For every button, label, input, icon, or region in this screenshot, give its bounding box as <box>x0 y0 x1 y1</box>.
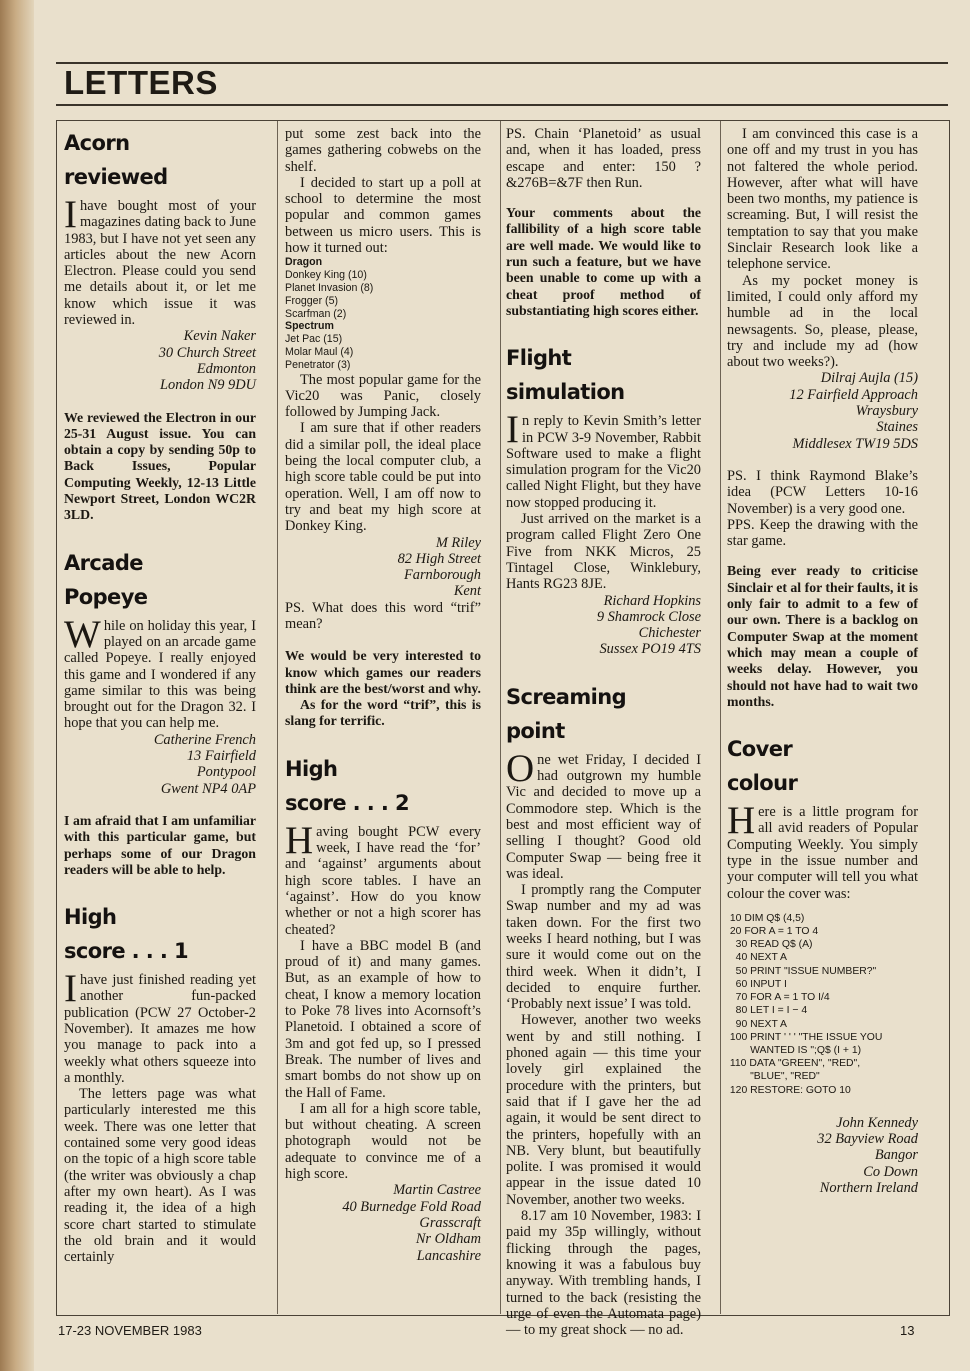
signature-address: Gwent NP4 0AP <box>160 780 256 797</box>
signature-address: Nr Oldham <box>415 1231 481 1248</box>
signature-address: London N9 9DU <box>160 377 256 394</box>
heading-line-1: High <box>64 905 117 930</box>
column-divider-3 <box>720 121 721 1314</box>
signature-address: 13 Fairfield <box>186 748 256 765</box>
postscript: PS. I think Raymond Blake’s idea (PCW Letters 10-16 November) is a very good one. <box>727 467 918 517</box>
heading-line-2: Popeye <box>64 584 148 609</box>
editor-reply: We would be very interested to know which games our readers think are the best/worst and why. <box>285 648 481 696</box>
poll-machine: Spectrum <box>285 320 334 333</box>
signature-address: 40 Burnedge Fold Road <box>342 1198 481 1215</box>
program-line: 100 PRINT ' ' ' "THE ISSUE YOU <box>727 1031 883 1043</box>
signature-address: 82 High Street <box>397 550 481 567</box>
heading-line-1: Cover <box>727 737 793 762</box>
signature-address: 32 Bayview Road <box>817 1131 918 1148</box>
header-rule <box>56 104 948 106</box>
signature-address: Bangor <box>874 1147 918 1164</box>
signature-address: Edmonton <box>196 360 256 377</box>
poll-entry: Penetrator (3) <box>285 358 351 371</box>
letter-heading <box>285 752 481 820</box>
column-divider-2 <box>500 121 501 1314</box>
program-line: 50 PRINT "ISSUE NUMBER?" <box>727 965 877 977</box>
program-line: 30 READ Q$ (A) <box>727 939 813 951</box>
signature-block <box>64 328 256 393</box>
heading-line-2: point <box>506 718 565 743</box>
column-1 <box>64 126 256 1314</box>
signature-name: Kevin Naker <box>183 328 256 345</box>
editor-reply: Being ever ready to criticise Sinclair et al for their faults, it is only fair to admit to a few of our own. There is a backlog on Computer Swap at the moment which may mean a couple of weeks delay. However, you should not have had to wait two months. <box>727 563 918 709</box>
column-4 <box>727 126 918 1314</box>
signature-address: Northern Ireland <box>819 1179 918 1196</box>
signature-address: Farnborough <box>403 567 481 584</box>
signature-block <box>727 370 918 451</box>
signature-name: Richard Hopkins <box>603 592 701 609</box>
poll-results <box>285 256 481 371</box>
editor-reply: Your comments about the fallibility of a high score table are well made. We would like to run such a feature, but we have been unable to come up with a cheat proof method of substantiating high scores either. <box>506 205 701 318</box>
signature-name: Dilraj Aujla (15) <box>820 370 918 387</box>
letter-heading <box>506 680 701 748</box>
letter-body: However, another two weeks went by and still nothing. I phoned again — this time your lovely girl explained the procedure with the printers, but said that if I gave her the ad again, it would be sent direct to the printers, hopefully with an NB. Very blunt, but beautifully polite. I was promised it would appear in the issue dated 10 November, another two weeks. <box>506 1012 701 1208</box>
signature-name: John Kennedy <box>836 1114 918 1131</box>
letter-body: Here is a little program for all avid readers of Popular Computing Weekly. You simply type in the issue number and your computer will tell you what colour the cover was: <box>727 799 918 902</box>
signature-address: Wraysbury <box>855 403 918 420</box>
signature-address: 30 Church Street <box>158 344 256 361</box>
program-line: 70 FOR A = 1 TO I/4 <box>727 992 830 1004</box>
editor-reply: We reviewed the Electron in our 25-31 August issue. You can obtain a copy by sending 50p to Back Issues, Popular Computing Weekly, 12-13 Little Newport Street, London WC2R 3LD. <box>64 409 256 523</box>
signature-address: Staines <box>876 419 918 436</box>
letter-body: In reply to Kevin Smith’s letter in PCW 3-9 November, Rabbit Software used to make a flight simulation program for the Vic20 called Night Flight, but they have now stopped producing it. <box>506 408 701 511</box>
letter-body: Ihave bought most of your magazines dating back to June 1983, but I have not yet seen any articles about the new Acorn Electron. Please could you send me details about it, or let me know which issue it was reviewed in. <box>64 193 256 329</box>
signature-address: 12 Fairfield Approach <box>789 386 918 403</box>
program-line: 90 NEXT A <box>727 1018 787 1030</box>
letter-body: Just arrived on the market is a program called Flight Zero One Five from NKK Micros, 25 Tintagel Close, Winklebury, Hants RG23 8JE. <box>506 511 701 593</box>
footer-date: 17-23 NOVEMBER 1983 <box>58 1323 202 1338</box>
column-divider-1 <box>277 121 278 1314</box>
letter-body: I decided to start up a poll at school to determine the most popular and common games between us micro users. This is how it turned out: <box>285 174 481 257</box>
letter-body: While on holiday this year, I played on an arcade game called Popeye. I really enjoyed this game and I wondered if any game similar to this was being brought out for the Dragon 32. I hope that you can help me. <box>64 612 256 732</box>
letter-body: 8.17 am 10 November, 1983: I paid my 35p willingly, without flicking through the pages, knowing it was a fabulous buy anyway. With trembling hands, I turned to the back (resisting the urge of even the Automata page) — to my great shock — no ad. <box>506 1208 701 1339</box>
basic-program-listing <box>727 912 918 1097</box>
letter-body: I am sure that if other readers did a similar poll, the ideal place being the local computer club, a high score table could be put into operation. Well, I am off now to try and beat my high score at Donkey King. <box>285 420 481 535</box>
signature-block <box>64 732 256 797</box>
letter-body: I am all for a high score table, but without cheating. A screen photograph would not be adequate to convince me of a high score. <box>285 1100 481 1183</box>
poll-entry: Molar Maul (4) <box>285 345 354 358</box>
program-line: 40 NEXT A <box>727 952 787 964</box>
poll-entry: Donkey King (10) <box>285 269 367 282</box>
column-2 <box>285 126 481 1314</box>
letter-body: put some zest back into the games gathering cobwebs on the shelf. <box>285 126 481 175</box>
signature-address: 9 Shamrock Close <box>596 608 701 625</box>
signature-name: Catherine French <box>153 731 256 748</box>
postscript: PPS. Keep the drawing with the star game. <box>727 516 918 550</box>
signature-address: Chichester <box>638 625 701 642</box>
postscript: PS. Chain ‘Planetoid’ as usual and, when it has loaded, press escape and enter: 150 ?&276B=&7F then Run. <box>506 126 701 191</box>
signature-name: Martin Castree <box>393 1182 481 1199</box>
letter-body: I promptly rang the Computer Swap number and my ad was taken down. For the first two weeks I heard nothing, but I was sure it would come out on the third week. When it didn’t, I decided to enquire further. ‘Probably next issue’ I was told. <box>506 882 701 1013</box>
signature-block <box>727 1115 918 1196</box>
signature-address: Middlesex TW19 5DS <box>792 435 918 452</box>
editor-reply: I am afraid that I am unfamiliar with this particular game, but perhaps some of our Dragon readers will be able to help. <box>64 812 256 877</box>
letter-heading <box>64 126 256 194</box>
letter-body: I have a BBC model B (and proud of it) and many games. But, as an example of how to cheat, I know a memory location to Poke 78 lives into Acornsoft’s Planetoid. I obtained a score of 3m and got fed up, so I pressed Break. The number of lives and smart bombs do not show up on the Hall of Fame. <box>285 937 481 1101</box>
program-line: 20 FOR A = 1 TO 4 <box>727 926 819 938</box>
letter-heading <box>64 546 256 614</box>
signature-address: Kent <box>453 583 481 600</box>
letter-heading <box>64 900 256 968</box>
signature-address: Grasscraft <box>419 1214 481 1231</box>
signature-block <box>285 535 481 600</box>
program-line: WANTED IS ";Q$ (I + 1) <box>727 1044 862 1056</box>
heading-line-1: Acorn <box>64 131 130 155</box>
page-number: 13 <box>900 1323 915 1338</box>
letter-body: Ihave just finished reading yet another fun-packed publication (PCW 27 October-2 November). It amazes me how you manage to pack into a weekly what others squeeze into a monthly. <box>64 967 256 1086</box>
letter-body: As my pocket money is limited, I could only afford my humble ad in the local newsagents. So, please, please, try and include my ad (how about two weeks?). <box>727 272 918 371</box>
letter-body: I am convinced this case is a one off and my trust in you has not faltered the whole period. However, after what will have been two months, my patience is screaming. But, I will resist the temptation to say that you make Sinclair Research look like a telephone service. <box>727 126 918 273</box>
heading-line-1: Screaming <box>506 684 627 709</box>
program-line: 110 DATA "GREEN", "RED", <box>727 1058 861 1070</box>
program-line: 80 LET I = I − 4 <box>727 1005 808 1017</box>
poll-entry: Planet Invasion (8) <box>285 281 374 294</box>
column-3 <box>506 126 701 1339</box>
signature-address: Co Down <box>863 1163 918 1180</box>
postscript: PS. What does this word “trif” mean? <box>285 599 481 632</box>
heading-line-1: Flight <box>506 346 572 371</box>
section-title: LETTERS <box>64 64 218 101</box>
heading-line-1: High <box>285 756 338 781</box>
signature-block <box>285 1182 481 1263</box>
program-line: 120 RESTORE: GOTO 10 <box>727 1084 851 1096</box>
poll-entry: Scarfman (2) <box>285 307 347 320</box>
program-line: "BLUE", "RED" <box>727 1071 820 1083</box>
letter-body: One wet Friday, I decided I had outgrown my humble Vic and decided to move up a Commodore step. Which is the best and most efficient way of selling I thought? Good old Computer Swap — being free it was ideal. <box>506 746 701 882</box>
heading-line-2: reviewed <box>64 165 168 189</box>
letter-body: Having bought PCW every week, I have read the ‘for’ and ‘against’ arguments about high score tables. I have an ‘against’. How do you know whether or not a high scorer has cheated? <box>285 818 481 938</box>
signature-address: Sussex PO19 4TS <box>599 641 701 658</box>
heading-line-2: score . . . 2 <box>285 790 409 815</box>
magazine-page <box>34 0 970 1371</box>
signature-block <box>506 593 701 658</box>
heading-line-2: simulation <box>506 380 625 405</box>
editor-reply: As for the word “trif”, this is slang for terrific. <box>285 697 481 729</box>
poll-entry: Frogger (5) <box>285 294 338 307</box>
program-line: 10 DIM Q$ (4,5) <box>727 912 805 924</box>
signature-name: M Riley <box>435 534 481 551</box>
poll-entry: Jet Pac (15) <box>285 333 343 346</box>
letter-body: The most popular game for the Vic20 was Panic, closely followed by Jumping Jack. <box>285 371 481 421</box>
binding-gutter <box>0 0 34 1371</box>
signature-address: Lancashire <box>416 1247 481 1264</box>
heading-line-2: colour <box>727 771 798 796</box>
poll-machine: Dragon <box>285 256 323 269</box>
letter-heading <box>506 341 701 409</box>
letter-heading <box>727 732 918 800</box>
signature-address: Pontypool <box>196 764 256 781</box>
letter-body: The letters page was what particularly interested me this week. There was one letter that contained some very good ideas on the topic of a high score table (the writer was obviously a chap after my own heart). As I was reading it, the idea of a high score chart started to stimulate the old brain and it would certainly <box>64 1086 256 1266</box>
program-line: 60 INPUT I <box>727 978 787 990</box>
heading-line-2: score . . . 1 <box>64 939 188 964</box>
heading-line-1: Arcade <box>64 550 143 575</box>
